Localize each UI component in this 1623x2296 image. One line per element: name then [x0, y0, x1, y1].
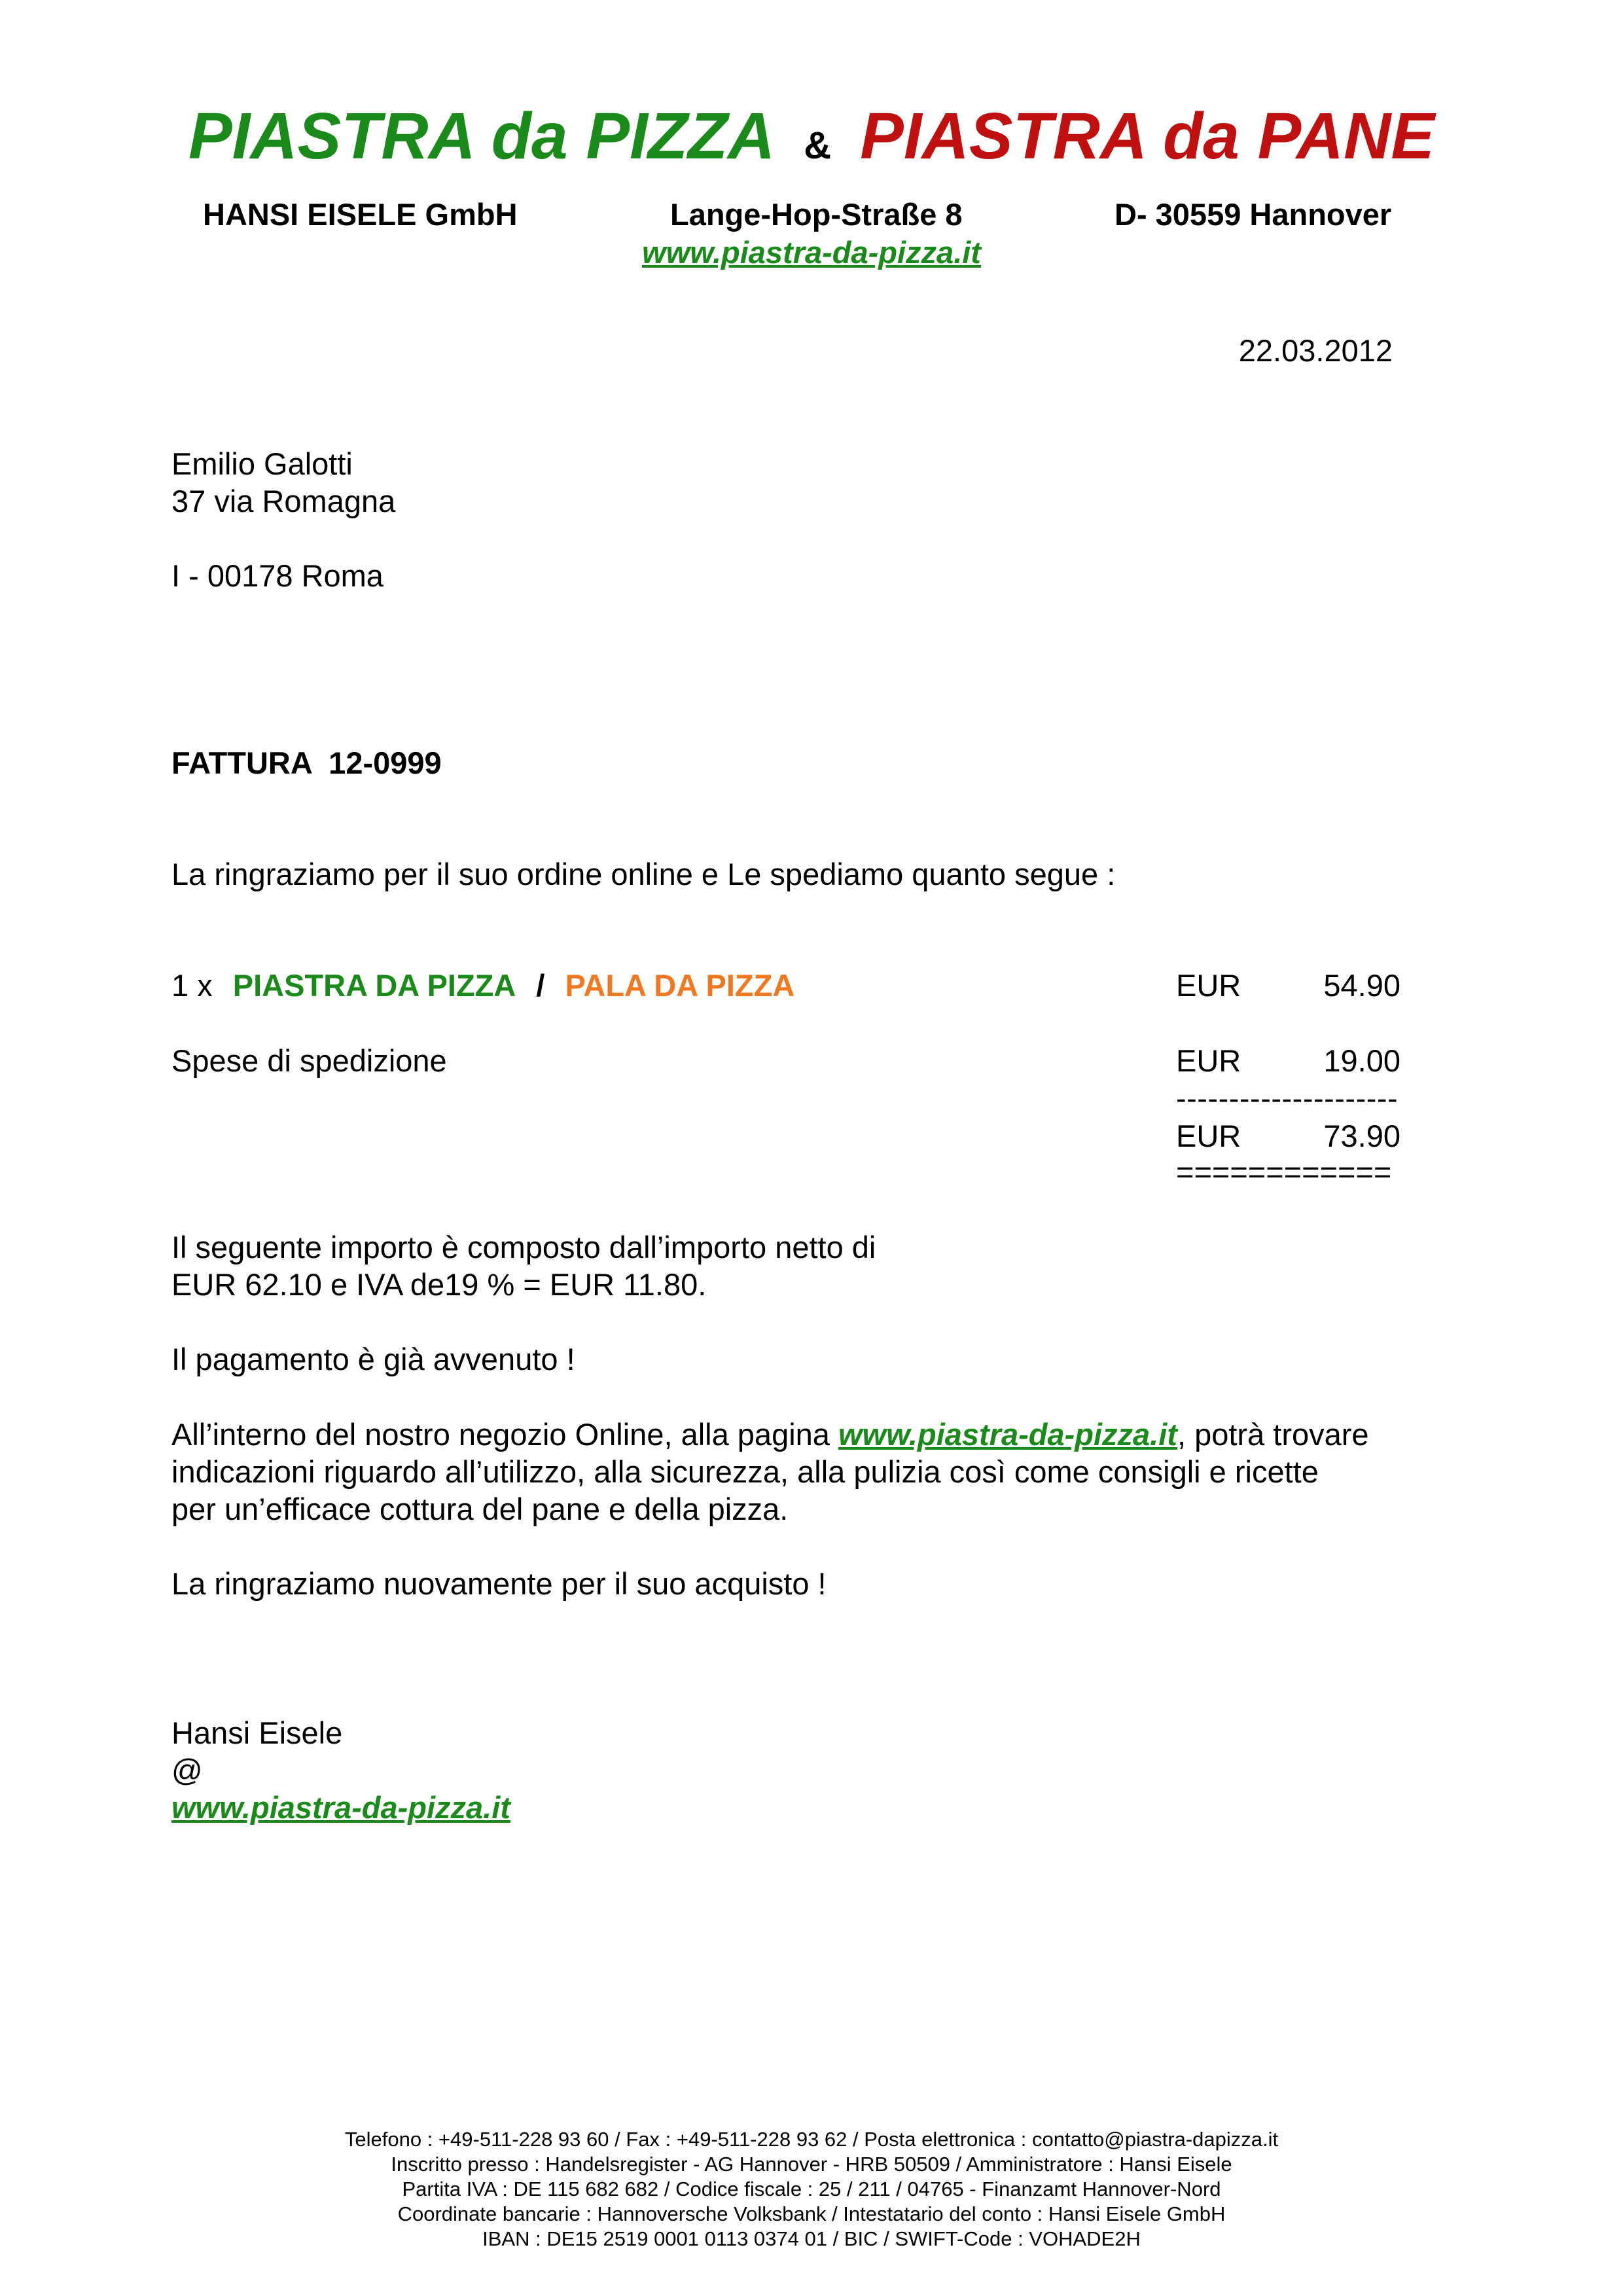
shipping-currency: EUR [1176, 1043, 1241, 1078]
shop-line-1 [171, 1416, 1369, 1453]
shop-text-post: , potrà trovare [1177, 1417, 1369, 1452]
footer-iban-line: IBAN : DE15 2519 0001 0113 0374 01 / BIC / SWIFT-Code : VOHADE2H [482, 2227, 1141, 2250]
signature-at: @ [171, 1753, 203, 1787]
title-piastra-pane: PIASTRA da PANE [860, 99, 1435, 173]
shipping-amount: 19.00 [1323, 1043, 1400, 1078]
shop-text-pre: All’interno del nostro negozio Online, alla pagina [171, 1417, 838, 1452]
item-quantity: 1 x [171, 968, 213, 1003]
item-amount: 54.90 [1323, 968, 1400, 1003]
shipping-label: Spese di spedizione [171, 1043, 447, 1078]
item-name-pala: PALA DA PIZZA [565, 968, 795, 1003]
shop-website-link[interactable]: www.piastra-da-pizza.it [838, 1417, 1177, 1452]
total-currency: EUR [1176, 1119, 1241, 1153]
total-amount: 73.90 [1323, 1119, 1400, 1153]
footer-contact-line: Telefono : +49-511-228 93 60 / Fax : +49-511-228 93 62 / Posta elettronica : contatto@piastra-dapizza.it [344, 2128, 1279, 2151]
title-piastra-pizza: PIASTRA da PIZZA [188, 99, 776, 173]
recipient-street: 37 via Romagna [171, 484, 396, 518]
company-street: Lange-Hop-Straße 8 [670, 197, 963, 232]
payment-status: Il pagamento è già avvenuto ! [171, 1342, 575, 1376]
title-ampersand: & [804, 124, 832, 167]
recipient-city: I - 00178 Roma [171, 558, 383, 593]
company-name: HANSI EISELE GmbH [203, 197, 518, 232]
item-separator: / [536, 968, 545, 1003]
item-name-piastra: PIASTRA DA PIZZA [232, 968, 516, 1003]
footer-bank-line: Coordinate bancarie : Hannoversche Volksbank / Intestatario del conto : Hansi Eisele GmbH [397, 2202, 1226, 2225]
header-website-link[interactable]: www.piastra-da-pizza.it [642, 235, 981, 270]
invoice-date: 22.03.2012 [1238, 333, 1393, 368]
footer-register-line: Inscritto presso : Handelsregister - AG Hannover - HRB 50509 / Amministratore : Hansi Eisele [391, 2153, 1232, 2176]
item-currency: EUR [1176, 968, 1241, 1003]
shop-line-3: per un’efficace cottura del pane e della pizza. [171, 1492, 789, 1526]
item-row [171, 967, 794, 1004]
signature-website-link[interactable]: www.piastra-da-pizza.it [171, 1790, 510, 1825]
letterhead-title [0, 97, 1623, 185]
signature-name: Hansi Eisele [171, 1715, 343, 1750]
footer-tax-line: Partita IVA : DE 115 682 682 / Codice fiscale : 25 / 211 / 04765 - Finanzamt Hannover-Nord [402, 2178, 1221, 2200]
vat-line-1: Il seguente importo è composto dall’importo netto di [171, 1230, 876, 1265]
subtotal-dash-line: --------------------- [1176, 1081, 1399, 1115]
invoice-title: FATTURA 12-0999 [171, 745, 442, 780]
vat-line-2: EUR 62.10 e IVA de19 % = EUR 11.80. [171, 1267, 707, 1302]
company-city: D- 30559 Hannover [1115, 197, 1392, 232]
closing-thanks: La ringraziamo nuovamente per il suo acquisto ! [171, 1566, 827, 1601]
total-equals-line: ============ [1176, 1155, 1392, 1189]
invoice-intro: La ringraziamo per il suo ordine online e Le spediamo quanto segue : [171, 857, 1116, 891]
shop-line-2: indicazioni riguardo all’utilizzo, alla sicurezza, alla pulizia così come consigli e ricette [171, 1454, 1319, 1489]
recipient-name: Emilio Galotti [171, 446, 353, 481]
